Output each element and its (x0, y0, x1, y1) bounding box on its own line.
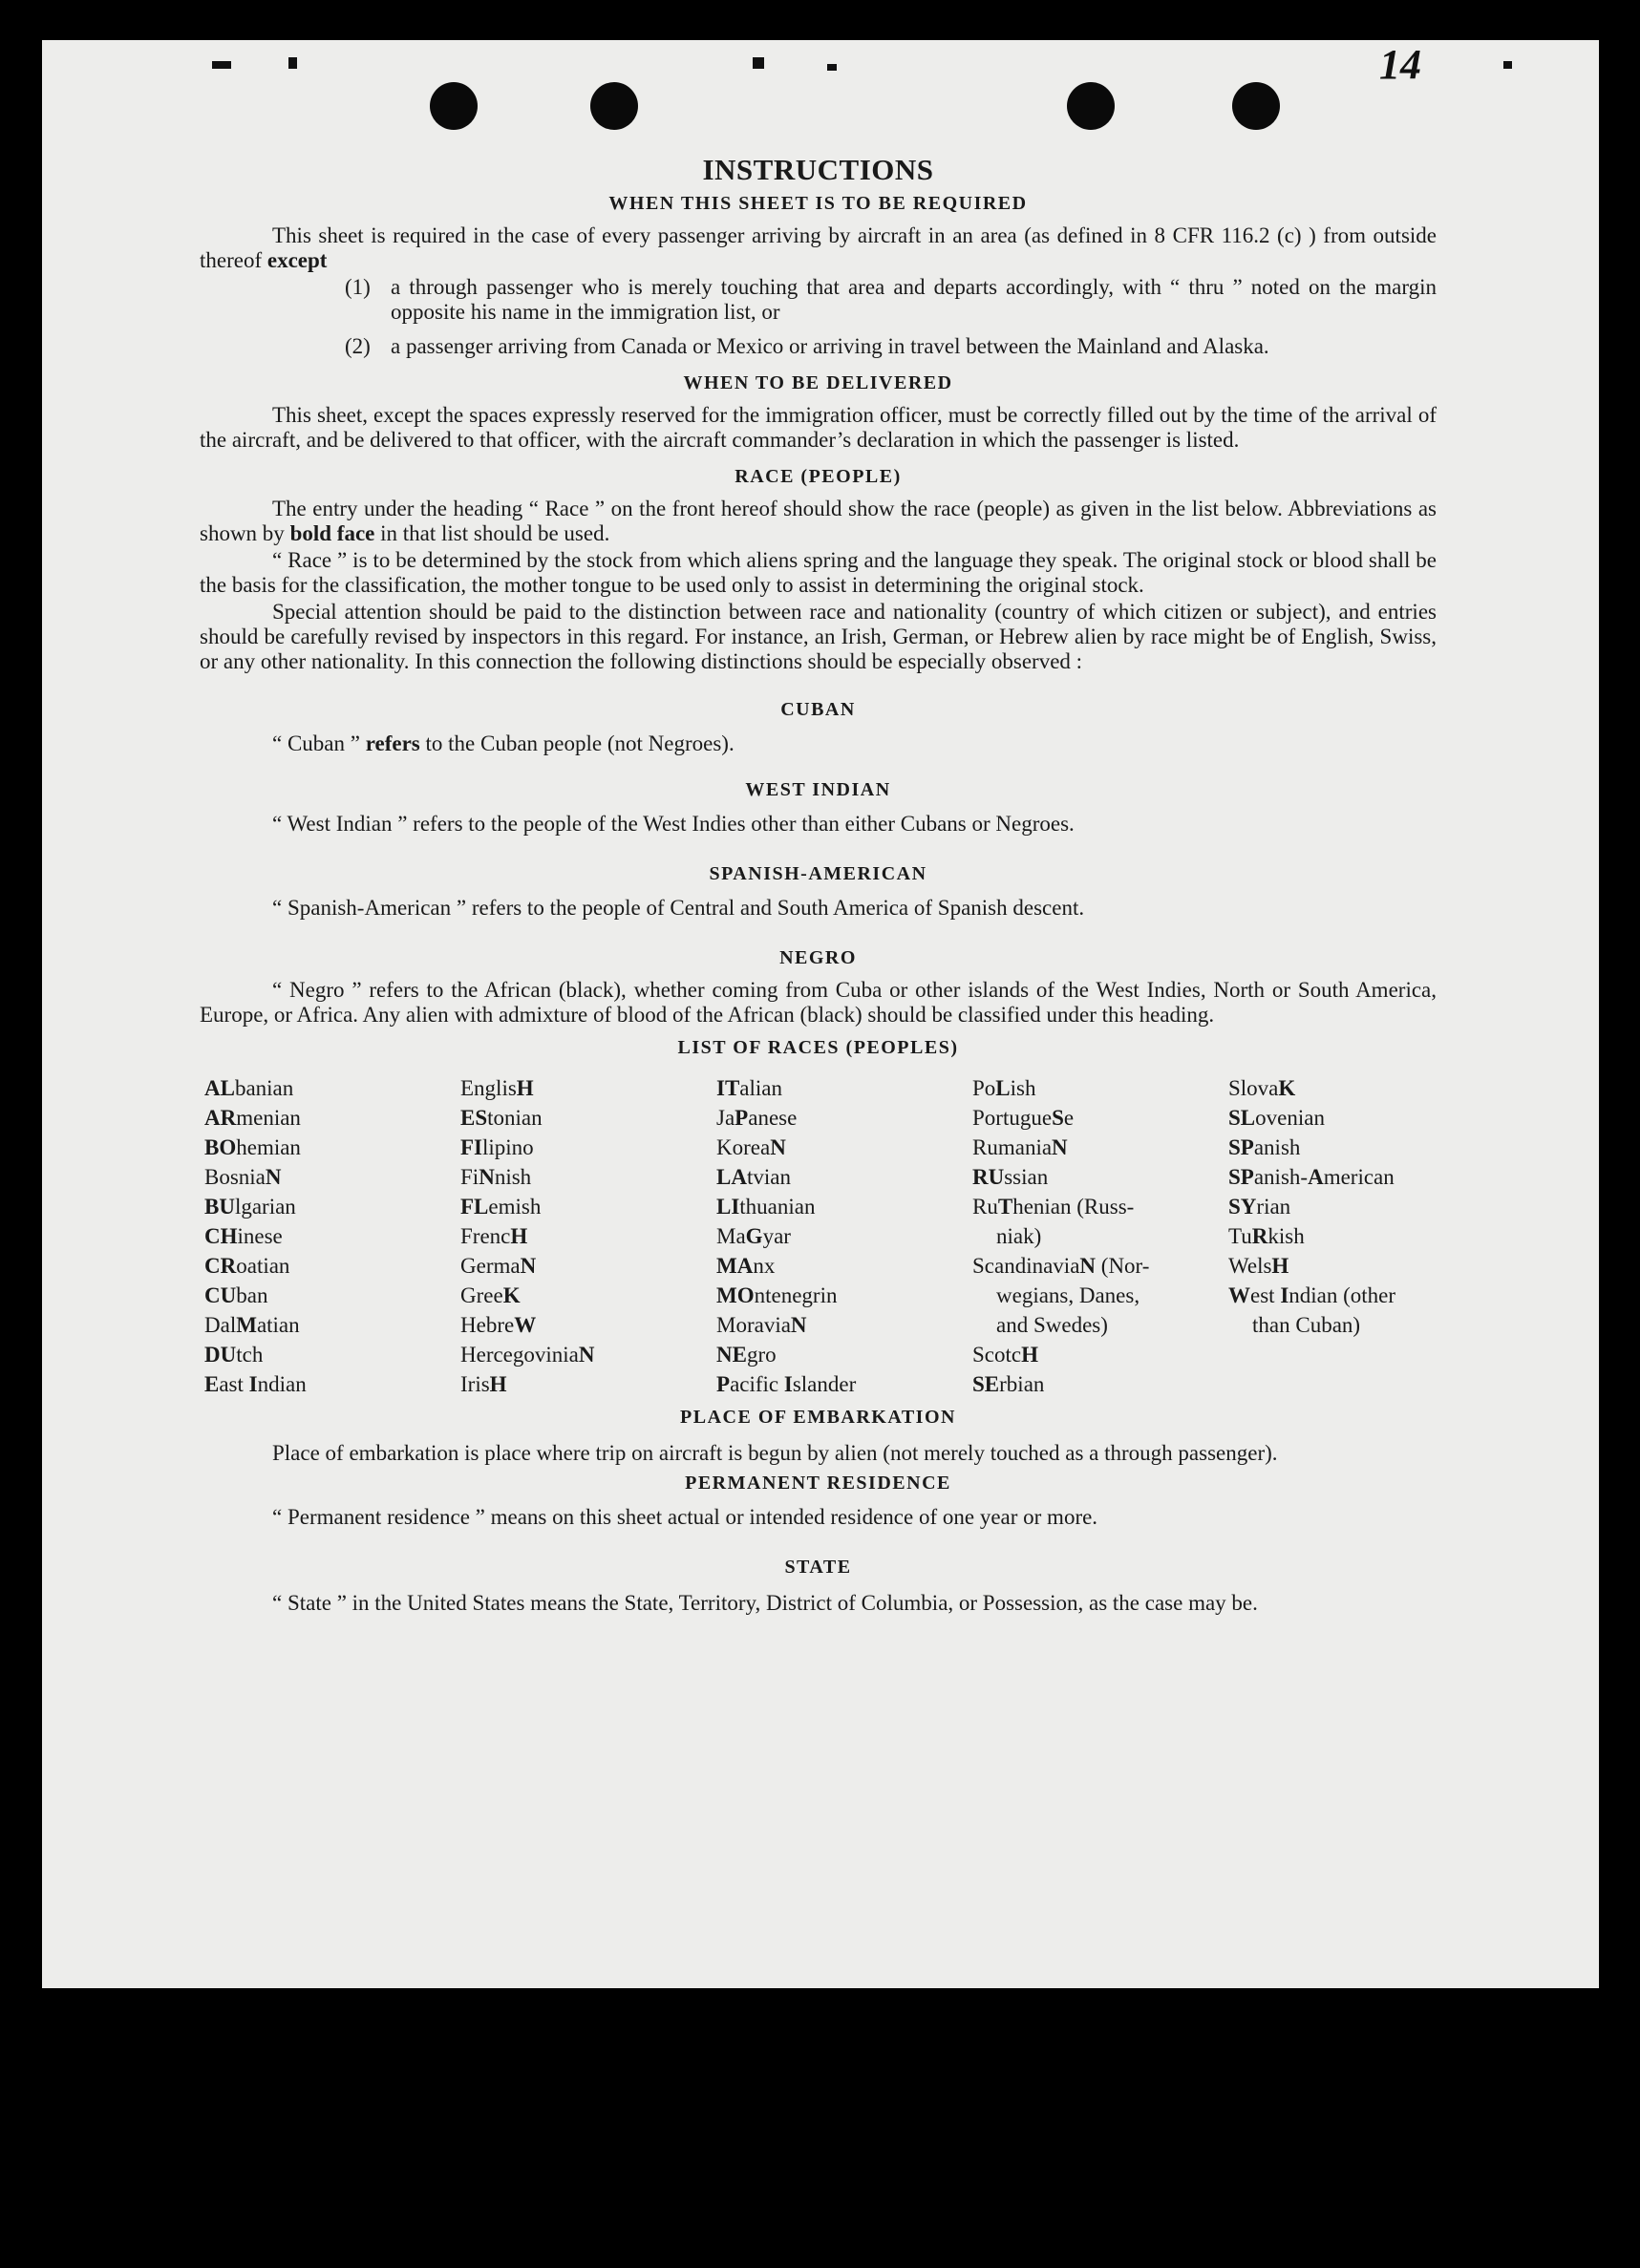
section-heading-when-delivered: WHEN TO BE DELIVERED (683, 372, 953, 393)
race-text: lipino (482, 1135, 534, 1159)
race-entry (204, 1221, 460, 1251)
race-abbrev-bold: LA (716, 1165, 747, 1189)
punch-hole-4 (1232, 82, 1280, 130)
race-entry (1228, 1162, 1441, 1192)
race-abbrev-bold: H (516, 1076, 534, 1100)
race-abbrev-bold: S (1052, 1106, 1064, 1130)
scan-mark (212, 61, 231, 69)
race-abbrev-bold: A (1308, 1165, 1324, 1189)
paragraph (200, 497, 1437, 546)
races-column (716, 1073, 972, 1399)
races-column (204, 1073, 460, 1399)
race-text: Englis (460, 1076, 517, 1100)
race-abbrev-bold: MA (716, 1254, 754, 1278)
race-entry (716, 1221, 972, 1251)
paragraph: Special attention should be paid to the distinction between race and nationality (country of which citizen or subject), and entries should be carefully revised by inspectors in this regard. For instance, an Irish, German, or Hebrew alien by race might be of English, Swiss, or any other nationality. In this connection the following distinctions should be especially observed : (200, 600, 1437, 673)
paragraph (200, 731, 1437, 756)
race-text: Ja (716, 1106, 735, 1130)
race-text: rbian (999, 1372, 1045, 1396)
text-span-bold: except (266, 248, 328, 272)
race-abbrev-bold: FL (460, 1195, 489, 1219)
race-entry (204, 1340, 460, 1369)
section-heading-residence: PERMANENT RESIDENCE (685, 1473, 951, 1494)
race-text: Tu (1228, 1224, 1252, 1248)
race-text: lgarian (234, 1195, 296, 1219)
list-number: (1) (345, 275, 371, 299)
race-text: Fi (460, 1165, 479, 1189)
race-text: anese (748, 1106, 798, 1130)
paragraph: Place of embarkation is place where trip on aircraft is begun by alien (not merely touched as a through passenger). (272, 1441, 1278, 1465)
race-abbrev-bold: RU (972, 1165, 1005, 1189)
page-title: INSTRUCTIONS (702, 153, 934, 186)
races-list (204, 1073, 1437, 1399)
race-text: Gree (460, 1283, 503, 1307)
race-text: henian (Russ- (1012, 1195, 1135, 1219)
race-entry (204, 1281, 460, 1310)
list-text: a passenger arriving from Canada or Mexico or arriving in travel between the Mainland and Alaska. (391, 334, 1269, 358)
race-entry (972, 1251, 1228, 1281)
race-abbrev-bold: N (578, 1343, 595, 1367)
race-text: Ma (716, 1224, 746, 1248)
race-text: oatian (236, 1254, 290, 1278)
race-entry-continuation: and Swedes) (996, 1313, 1108, 1337)
race-text: ban (236, 1283, 268, 1307)
punch-hole-1 (430, 82, 478, 130)
race-text: slander (792, 1372, 857, 1396)
races-column (972, 1073, 1228, 1399)
race-entry (972, 1369, 1228, 1399)
race-entry (716, 1281, 972, 1310)
race-text: anish (1253, 1135, 1301, 1159)
race-entry (460, 1221, 716, 1251)
race-entry (972, 1340, 1228, 1369)
race-text: merican (1323, 1165, 1395, 1189)
race-abbrev-bold: SL (1228, 1106, 1256, 1130)
race-text: tvian (746, 1165, 791, 1189)
race-text: tch (236, 1343, 264, 1367)
race-text: Bosnia (204, 1165, 266, 1189)
race-entry (204, 1192, 460, 1221)
race-entry (972, 1192, 1228, 1221)
race-entry (972, 1133, 1228, 1162)
race-text: anish- (1253, 1165, 1309, 1189)
race-text: Hebre (460, 1313, 515, 1337)
race-entry (204, 1103, 460, 1133)
page-number-mark: 14 (1379, 41, 1421, 88)
race-entry (716, 1340, 972, 1369)
race-text: Korea (716, 1135, 771, 1159)
race-entry (716, 1192, 972, 1221)
race-abbrev-bold: W (1228, 1283, 1250, 1307)
races-column (1228, 1073, 1441, 1399)
scan-mark (753, 57, 764, 69)
race-entry (1228, 1133, 1441, 1162)
scan-mark (1503, 61, 1512, 69)
race-text: Moravia (716, 1313, 791, 1337)
race-text: emish (488, 1195, 542, 1219)
paragraph (200, 223, 1437, 273)
paragraph: “ Negro ” refers to the African (black), whether coming from Cuba or other islands of the West Indies, North or South America, Europe, or Africa. Any alien with admixture of blood of the African (black) should be classified under this heading. (200, 978, 1437, 1027)
text-span: This sheet is required in the case of every passenger arriving by aircraft in an area (as defined in 8 CFR 116.2 (c) ) from outside thereof (200, 223, 1437, 272)
race-entry (460, 1103, 716, 1133)
race-text: nish (494, 1165, 532, 1189)
race-text: est (1250, 1283, 1281, 1307)
instructions-content (200, 153, 1437, 1621)
race-abbrev-bold: T (997, 1195, 1013, 1219)
race-abbrev-bold: ES (460, 1106, 488, 1130)
race-abbrev-bold: AR (204, 1106, 237, 1130)
document-sheet (42, 40, 1599, 1988)
race-entry (1228, 1103, 1441, 1133)
race-text: ndian (other (1289, 1283, 1396, 1307)
race-abbrev-bold: BU (204, 1195, 235, 1219)
race-text: banian (234, 1076, 294, 1100)
race-abbrev-bold: W (514, 1313, 537, 1337)
race-entry (1228, 1281, 1441, 1310)
race-text: Rumania (972, 1135, 1053, 1159)
race-entry (972, 1162, 1228, 1192)
race-abbrev-bold: CR (204, 1254, 237, 1278)
race-abbrev-bold: LI (716, 1195, 740, 1219)
text-span: “ Cuban ” (272, 731, 360, 755)
race-abbrev-bold: I (248, 1372, 258, 1396)
race-abbrev-bold: FI (460, 1135, 482, 1159)
race-entry (1228, 1073, 1441, 1103)
race-text: Scandinavia (972, 1254, 1080, 1278)
race-text: ish (1010, 1076, 1036, 1100)
race-text: tonian (487, 1106, 543, 1130)
scan-mark (827, 64, 837, 71)
race-abbrev-bold: E (204, 1372, 220, 1396)
race-text: Hercegovinia (460, 1343, 579, 1367)
race-abbrev-bold: M (236, 1313, 257, 1337)
race-text: rian (1256, 1195, 1291, 1219)
paragraph: “ West Indian ” refers to the people of the West Indies other than either Cubans or Negroes. (272, 812, 1075, 836)
list-text: a through passenger who is merely touching that area and departs accordingly, with “ thru ” noted on the margin opposite his name in the immigration list, or (391, 275, 1437, 324)
race-abbrev-bold: K (1278, 1076, 1296, 1100)
race-entry (972, 1073, 1228, 1103)
race-text: yar (762, 1224, 791, 1248)
race-text: (Nor- (1096, 1254, 1150, 1278)
race-entry (972, 1103, 1228, 1133)
race-text: atian (256, 1313, 300, 1337)
section-heading-list-of-races: LIST OF RACES (PEOPLES) (677, 1037, 959, 1058)
race-text: Wels (1228, 1254, 1272, 1278)
race-entry-continuation: niak) (996, 1224, 1042, 1248)
text-span-bold: bold face (289, 521, 375, 545)
race-entry (460, 1310, 716, 1340)
race-entry (204, 1162, 460, 1192)
section-heading-spanish-american: SPANISH-AMERICAN (709, 863, 927, 884)
race-abbrev-bold: SE (972, 1372, 1000, 1396)
race-abbrev-bold: N (770, 1135, 786, 1159)
list-item (200, 334, 1437, 359)
race-text: alian (739, 1076, 782, 1100)
race-entry (460, 1073, 716, 1103)
race-abbrev-bold: L (995, 1076, 1011, 1100)
race-abbrev-bold: DU (204, 1343, 237, 1367)
race-text: Dal (204, 1313, 237, 1337)
race-text: Po (972, 1076, 996, 1100)
paragraph: “ Permanent residence ” means on this sheet actual or intended residence of one year or more. (272, 1505, 1098, 1529)
race-entry (716, 1369, 972, 1399)
race-abbrev-bold: CH (204, 1224, 238, 1248)
punch-hole-2 (590, 82, 638, 130)
race-text: Iris (460, 1372, 490, 1396)
race-abbrev-bold: IT (716, 1076, 740, 1100)
race-abbrev-bold: G (745, 1224, 763, 1248)
races-column (460, 1073, 716, 1399)
race-entry (1228, 1251, 1441, 1281)
race-abbrev-bold: MO (716, 1283, 755, 1307)
race-entry (716, 1310, 972, 1340)
race-text: ast (219, 1372, 249, 1396)
race-text: gro (746, 1343, 777, 1367)
race-abbrev-bold: I (1280, 1283, 1289, 1307)
text-span: The entry under the heading “ Race ” on the front hereof should show the race (people) as given in the list below. Abbreviations as shown by (200, 497, 1437, 545)
section-heading-state: STATE (784, 1557, 852, 1578)
race-abbrev-bold: P (735, 1106, 749, 1130)
race-text: kish (1267, 1224, 1305, 1248)
list-item (200, 275, 1437, 325)
race-text: e (1063, 1106, 1075, 1130)
race-abbrev-bold: N (1052, 1135, 1068, 1159)
race-abbrev-bold: N (520, 1254, 537, 1278)
race-text: Ru (972, 1195, 998, 1219)
race-abbrev-bold: P (716, 1372, 731, 1396)
race-entry-continuation: wegians, Danes, (996, 1283, 1140, 1307)
text-span-bold: refers (365, 731, 420, 755)
race-entry (460, 1251, 716, 1281)
list-number: (2) (345, 334, 371, 358)
text-span: to the Cuban people (not Negroes). (425, 731, 735, 755)
race-abbrev-bold: SP (1228, 1135, 1254, 1159)
race-abbrev-bold: N (479, 1165, 495, 1189)
section-heading-embarkation: PLACE OF EMBARKATION (680, 1407, 956, 1428)
race-text: ovenian (1255, 1106, 1325, 1130)
race-entry (716, 1133, 972, 1162)
race-abbrev-bold: H (1021, 1343, 1038, 1367)
race-abbrev-bold: SP (1228, 1165, 1254, 1189)
section-heading-race: RACE (PEOPLE) (735, 466, 902, 487)
race-abbrev-bold: SY (1228, 1195, 1257, 1219)
scan-mark (288, 57, 297, 69)
section-heading-west-indian: WEST INDIAN (745, 779, 891, 800)
race-abbrev-bold: H (489, 1372, 507, 1396)
race-text: Portugue (972, 1106, 1053, 1130)
section-heading-cuban: CUBAN (780, 699, 856, 720)
race-entry (716, 1103, 972, 1133)
race-abbrev-bold: CU (204, 1283, 237, 1307)
race-entry (716, 1251, 972, 1281)
race-text: ntenegrin (754, 1283, 838, 1307)
race-entry (460, 1192, 716, 1221)
race-entry (460, 1133, 716, 1162)
paragraph: “ Race ” is to be determined by the stock from which aliens spring and the language they speak. The original stock or blood shall be the basis for the classification, the mother tongue to be used only to assist in determining the original stock. (200, 548, 1437, 597)
race-abbrev-bold: N (1079, 1254, 1097, 1278)
race-entry (204, 1310, 460, 1340)
text-span: in that list should be used. (380, 521, 610, 545)
race-entry (460, 1369, 716, 1399)
race-entry (460, 1340, 716, 1369)
race-entry (204, 1251, 460, 1281)
race-text: thuanian (739, 1195, 816, 1219)
race-text: Germa (460, 1254, 521, 1278)
race-text: acific (730, 1372, 784, 1396)
race-abbrev-bold: H (1271, 1254, 1289, 1278)
race-abbrev-bold: R (1251, 1224, 1268, 1248)
race-text: ndian (257, 1372, 307, 1396)
race-entry (1228, 1192, 1441, 1221)
race-abbrev-bold: I (783, 1372, 793, 1396)
paragraph: “ State ” in the United States means the State, Territory, District of Columbia, or Possession, as the case may be. (272, 1591, 1258, 1615)
section-heading-when-required: WHEN THIS SHEET IS TO BE REQUIRED (608, 193, 1028, 214)
race-abbrev-bold: BO (204, 1135, 237, 1159)
race-text: hemian (236, 1135, 301, 1159)
race-abbrev-bold: NE (716, 1343, 747, 1367)
race-abbrev-bold: N (790, 1313, 807, 1337)
race-abbrev-bold: AL (204, 1076, 235, 1100)
race-entry (716, 1073, 972, 1103)
race-text: Slova (1228, 1076, 1279, 1100)
race-entry (204, 1369, 460, 1399)
race-abbrev-bold: K (502, 1283, 521, 1307)
race-text: ssian (1004, 1165, 1049, 1189)
race-entry (204, 1073, 460, 1103)
punch-hole-3 (1067, 82, 1115, 130)
race-text: menian (236, 1106, 301, 1130)
race-entry (204, 1133, 460, 1162)
race-entry (460, 1281, 716, 1310)
race-text: nx (753, 1254, 776, 1278)
race-entry (460, 1162, 716, 1192)
race-entry (716, 1162, 972, 1192)
race-text: inese (237, 1224, 283, 1248)
paragraph: This sheet, except the spaces expressly reserved for the immigration officer, must be correctly filled out by the time of the arrival of the aircraft, and be delivered to that officer, with the aircraft commander’s declaration in which the passenger is listed. (200, 403, 1437, 452)
race-entry (1228, 1221, 1441, 1251)
race-text: Frenc (460, 1224, 511, 1248)
race-entry-continuation: than Cuban) (1252, 1313, 1361, 1337)
section-heading-negro: NEGRO (779, 947, 857, 968)
paragraph: “ Spanish-American ” refers to the people of Central and South America of Spanish descent. (272, 896, 1085, 920)
race-abbrev-bold: N (265, 1165, 282, 1189)
race-abbrev-bold: H (510, 1224, 528, 1248)
race-text: Scotc (972, 1343, 1022, 1367)
